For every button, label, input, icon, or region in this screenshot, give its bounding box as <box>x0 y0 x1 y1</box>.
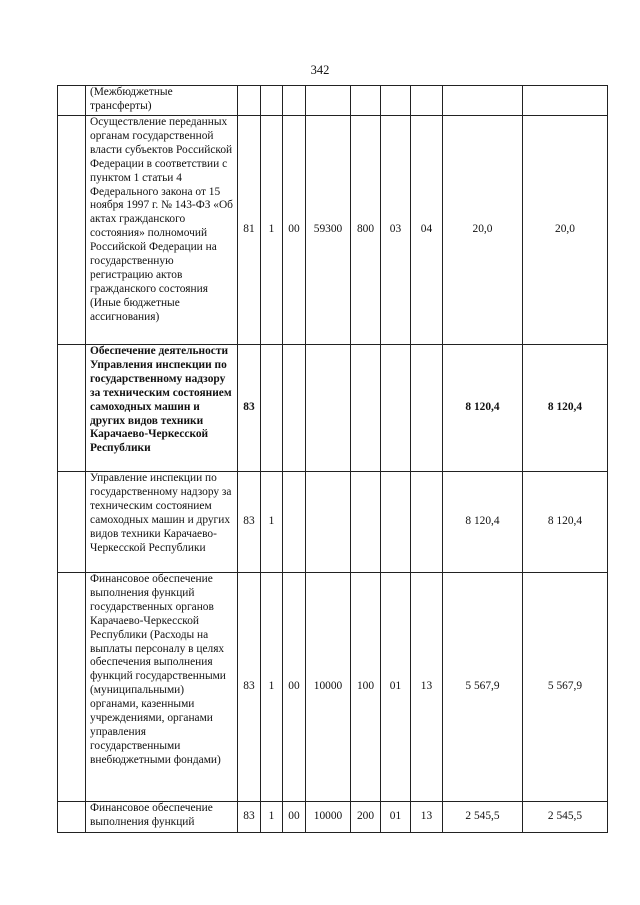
index-cell <box>58 116 86 345</box>
code-cell <box>351 472 381 573</box>
code-cell <box>351 345 381 472</box>
item-name: Финансовое обеспечение выполнения функций государственных органов Карачаево-Черкесской Республики (Расходы на выплаты персоналу в целях обеспечения выполнения функций государственными (муниципальными) органами, казенными учреждениями, органами управления государственными внебюджетными фондами) <box>86 573 238 802</box>
budget-table <box>57 85 608 833</box>
amount-cell: 5 567,9 <box>443 573 523 802</box>
code-cell: 04 <box>411 116 443 345</box>
code-cell: 10000 <box>306 573 351 802</box>
code-cell <box>261 345 283 472</box>
amount-cell: 8 120,4 <box>523 345 608 472</box>
code-cell <box>306 86 351 116</box>
item-name: (Межбюджетные трансферты) <box>86 86 238 116</box>
code-cell <box>411 472 443 573</box>
code-cell: 00 <box>283 116 306 345</box>
amount-cell: 8 120,4 <box>443 345 523 472</box>
table-row <box>58 116 608 345</box>
amount-cell: 20,0 <box>443 116 523 345</box>
code-cell: 13 <box>411 802 443 833</box>
code-cell <box>306 472 351 573</box>
code-cell: 200 <box>351 802 381 833</box>
code-cell: 83 <box>238 802 261 833</box>
code-cell: 01 <box>381 802 411 833</box>
table-row <box>58 802 608 833</box>
code-cell <box>283 345 306 472</box>
code-cell <box>381 86 411 116</box>
code-cell <box>381 345 411 472</box>
code-cell: 800 <box>351 116 381 345</box>
code-cell: 13 <box>411 573 443 802</box>
amount-cell: 2 545,5 <box>523 802 608 833</box>
code-cell: 03 <box>381 116 411 345</box>
code-cell <box>283 86 306 116</box>
amount-cell: 20,0 <box>523 116 608 345</box>
code-cell: 83 <box>238 345 261 472</box>
code-cell: 1 <box>261 802 283 833</box>
code-cell: 01 <box>381 573 411 802</box>
code-cell: 1 <box>261 472 283 573</box>
code-cell <box>261 86 283 116</box>
code-cell: 81 <box>238 116 261 345</box>
code-cell: 00 <box>283 802 306 833</box>
table-row <box>58 573 608 802</box>
code-cell <box>411 86 443 116</box>
code-cell <box>238 86 261 116</box>
code-cell: 1 <box>261 116 283 345</box>
index-cell <box>58 345 86 472</box>
code-cell: 83 <box>238 573 261 802</box>
code-cell <box>351 86 381 116</box>
code-cell: 100 <box>351 573 381 802</box>
amount-cell: 2 545,5 <box>443 802 523 833</box>
item-name: Осуществление переданных органам государственной власти субъектов Российской Федерации в соответствии с пунктом 1 статьи 4 Федерального закона от 15 ноября 1997 г. № 143-ФЗ «Об актах гражданского состояния» полномочий Российской Федерации на государственную регистрацию актов гражданского состояния (Иные бюджетные ассигнования) <box>86 116 238 345</box>
item-name: Обеспечение деятельности Управления инспекции по государственному надзору за техническим состоянием самоходных машин и других видов техники Карачаево-Черкесской Республики <box>86 345 238 472</box>
code-cell <box>381 472 411 573</box>
code-cell: 83 <box>238 472 261 573</box>
index-cell <box>58 472 86 573</box>
table-body <box>58 86 608 833</box>
item-name: Финансовое обеспечение выполнения функций <box>86 802 238 833</box>
index-cell <box>58 573 86 802</box>
table-row <box>58 345 608 472</box>
amount-cell: 8 120,4 <box>523 472 608 573</box>
amount-cell: 5 567,9 <box>523 573 608 802</box>
code-cell: 1 <box>261 573 283 802</box>
table-row <box>58 86 608 116</box>
table-row <box>58 472 608 573</box>
code-cell: 59300 <box>306 116 351 345</box>
index-cell <box>58 802 86 833</box>
amount-cell <box>443 86 523 116</box>
code-cell <box>283 472 306 573</box>
page-number: 342 <box>310 63 330 77</box>
code-cell <box>306 345 351 472</box>
code-cell: 10000 <box>306 802 351 833</box>
code-cell: 00 <box>283 573 306 802</box>
item-name: Управление инспекции по государственному надзору за техническим состоянием самоходных машин и других видов техники Карачаево-Черкесской Республики <box>86 472 238 573</box>
amount-cell <box>523 86 608 116</box>
index-cell <box>58 86 86 116</box>
amount-cell: 8 120,4 <box>443 472 523 573</box>
code-cell <box>411 345 443 472</box>
